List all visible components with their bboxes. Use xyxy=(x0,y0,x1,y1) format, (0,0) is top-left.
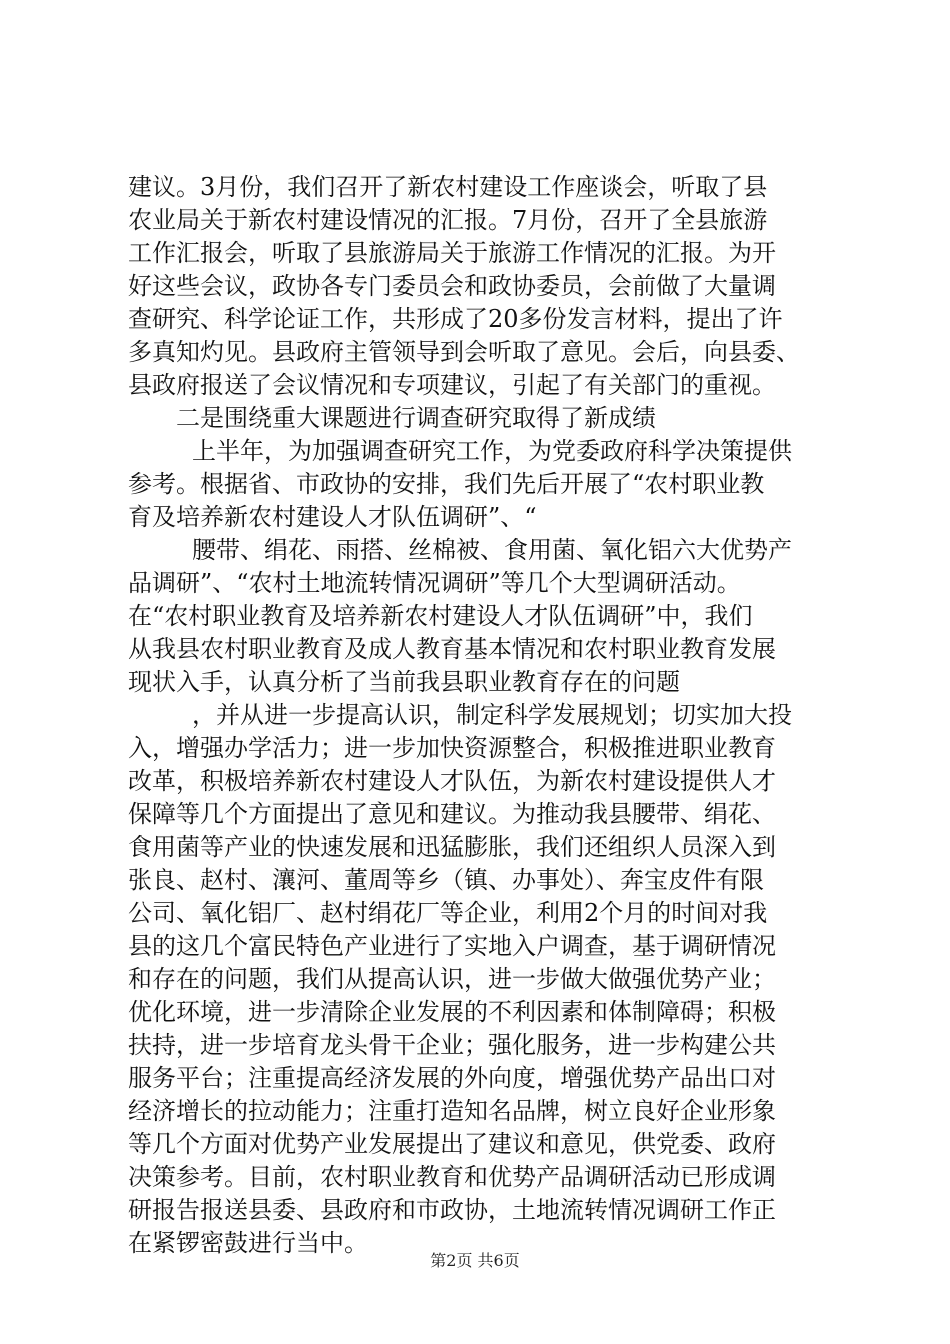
text-line: 张良、赵村、瀼河、董周等乡（镇、办事处）、奔宝皮件有限 xyxy=(128,866,764,894)
text-line: 建议。3月份，我们召开了新农村建设工作座谈会，听取了县 xyxy=(128,173,768,201)
page-footer xyxy=(0,1248,950,1271)
text-line: 改革，积极培养新农村建设人才队伍，为新农村建设提供人才 xyxy=(128,767,776,795)
text-line: 从我县农村职业教育及成人教育基本情况和农村职业教育发展 xyxy=(128,635,776,663)
text-line: 优化环境，进一步清除企业发展的不利因素和体制障碍；积极 xyxy=(128,998,776,1026)
text-line: ，并从进一步提高认识，制定科学发展规划；切实加大投 xyxy=(192,701,792,729)
text-line: 上半年，为加强调查研究工作，为党委政府科学决策提供 xyxy=(192,437,792,465)
text-line: 入，增强办学活力；进一步加快资源整合，积极推进职业教育 xyxy=(128,734,776,762)
page-number-label: 第2页 共6页 xyxy=(430,1251,520,1270)
text-line: 在紧锣密鼓进行当中。 xyxy=(128,1229,368,1257)
text-line: 食用菌等产业的快速发展和迅猛膨胀，我们还组织人员深入到 xyxy=(128,833,776,861)
text-line: 腰带、绢花、雨搭、丝棉被、食用菌、氧化铝六大优势产 xyxy=(192,536,792,564)
text-line: 县的这几个富民特色产业进行了实地入户调查，基于调研情况 xyxy=(128,932,776,960)
text-line: 现状入手，认真分析了当前我县职业教育存在的问题 xyxy=(128,668,680,696)
text-line: 等几个方面对优势产业发展提出了建议和意见，供党委、政府 xyxy=(128,1130,776,1158)
text-line: 保障等几个方面提出了意见和建议。为推动我县腰带、绢花、 xyxy=(128,800,776,828)
text-line: 研报告报送县委、县政府和市政协，土地流转情况调研工作正 xyxy=(128,1196,776,1224)
text-line: 和存在的问题，我们从提高认识，进一步做大做强优势产业； xyxy=(128,965,776,993)
text-line: 经济增长的拉动能力；注重打造知名品牌，树立良好企业形象 xyxy=(128,1097,776,1125)
text-line: 县政府报送了会议情况和专项建议，引起了有关部门的重视。 xyxy=(128,371,776,399)
text-line: 公司、氧化铝厂、赵村绢花厂等企业，利用2个月的时间对我 xyxy=(128,899,768,927)
body-text xyxy=(128,171,828,1260)
section-heading: 二是围绕重大课题进行调查研究取得了新成绩 xyxy=(176,404,656,432)
text-line: 品调研”、“农村土地流转情况调研”等几个大型调研活动。 xyxy=(128,569,741,597)
text-line: 查研究、科学论证工作，共形成了20多份发言材料，提出了许 xyxy=(128,305,783,333)
text-line: 在“农村职业教育及培养新农村建设人才队伍调研”中，我们 xyxy=(128,602,753,630)
text-line: 好这些会议，政协各专门委员会和政协委员，会前做了大量调 xyxy=(128,272,776,300)
text-line: 农业局关于新农村建设情况的汇报。7月份，召开了全县旅游 xyxy=(128,206,768,234)
text-line: 参考。根据省、市政协的安排，我们先后开展了“农村职业教 xyxy=(128,470,765,498)
text-line: 育及培养新农村建设人才队伍调研”、“ xyxy=(128,503,537,531)
text-line: 扶持，进一步培育龙头骨干企业；强化服务，进一步构建公共 xyxy=(128,1031,776,1059)
text-line: 多真知灼见。县政府主管领导到会听取了意见。会后，向县委、 xyxy=(128,338,800,366)
text-line: 工作汇报会，听取了县旅游局关于旅游工作情况的汇报。为开 xyxy=(128,239,776,267)
text-line: 决策参考。目前，农村职业教育和优势产品调研活动已形成调 xyxy=(128,1163,776,1191)
text-line: 服务平台；注重提高经济发展的外向度，增强优势产品出口对 xyxy=(128,1064,776,1092)
